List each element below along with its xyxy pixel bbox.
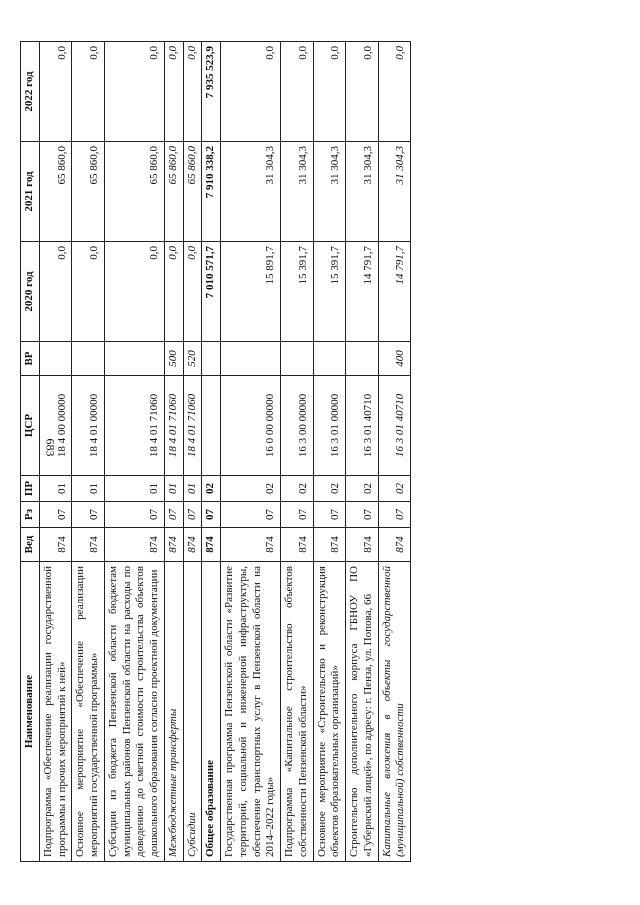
cell-pr: 02 <box>378 476 411 502</box>
cell-rz: 07 <box>313 502 346 528</box>
cell-2020: 0,0 <box>72 242 105 342</box>
cell-2022: 0,0 <box>164 42 183 142</box>
table-row <box>164 42 183 862</box>
table-row <box>221 42 281 862</box>
cell-2021: 31 304,3 <box>281 142 314 242</box>
cell-vr <box>313 342 346 376</box>
cell-2022: 0,0 <box>281 42 314 142</box>
cell-rz: 07 <box>281 502 314 528</box>
cell-ved: 874 <box>202 528 221 562</box>
cell-ved: 874 <box>221 528 281 562</box>
cell-ved: 874 <box>281 528 314 562</box>
table-row <box>281 42 314 862</box>
cell-2022: 0,0 <box>346 42 379 142</box>
table-row <box>72 42 105 862</box>
cell-csr: 18 4 01 00000 <box>72 376 105 476</box>
cell-pr: 01 <box>104 476 164 502</box>
cell-ved: 874 <box>346 528 379 562</box>
cell-ved: 874 <box>378 528 411 562</box>
cell-pr: 02 <box>281 476 314 502</box>
cell-2021: 65 860,0 <box>39 142 72 242</box>
cell-name: Основное мероприятие «Строительство и реконструкция объектов образовательных организаций» <box>313 562 346 862</box>
header-rz: Рз <box>21 502 40 528</box>
cell-pr: 02 <box>346 476 379 502</box>
cell-vr <box>72 342 105 376</box>
cell-name: Субсидии <box>183 562 202 862</box>
cell-vr: 500 <box>164 342 183 376</box>
cell-rz: 07 <box>164 502 183 528</box>
cell-vr: 400 <box>378 342 411 376</box>
header-2021: 2021 год <box>21 142 40 242</box>
cell-name: Строительство дополнительного корпуса ГБНОУ ПО «Губернский лицей», по адресу: г. Пенза, ул. Попова, 66 <box>346 562 379 862</box>
cell-2020: 14 791,7 <box>346 242 379 342</box>
cell-2022: 0,0 <box>221 42 281 142</box>
cell-csr: 18 4 01 71060 <box>183 376 202 476</box>
cell-rz: 07 <box>183 502 202 528</box>
cell-pr: 01 <box>72 476 105 502</box>
table-row <box>39 42 72 862</box>
cell-2022: 0,0 <box>72 42 105 142</box>
cell-csr: 16 3 01 40710 <box>346 376 379 476</box>
cell-rz: 07 <box>346 502 379 528</box>
cell-2021: 31 304,3 <box>346 142 379 242</box>
cell-rz: 07 <box>221 502 281 528</box>
cell-name: Подпрограмма «Капитальное строительство объектов собственности Пензенской области» <box>281 562 314 862</box>
cell-ved: 874 <box>183 528 202 562</box>
cell-2022: 0,0 <box>313 42 346 142</box>
cell-ved: 874 <box>39 528 72 562</box>
cell-vr: 520 <box>183 342 202 376</box>
cell-pr: 02 <box>221 476 281 502</box>
cell-2020: 14 791,7 <box>378 242 411 342</box>
cell-2021: 65 860,0 <box>104 142 164 242</box>
cell-rz: 07 <box>378 502 411 528</box>
table-row <box>313 42 346 862</box>
cell-2020: 0,0 <box>39 242 72 342</box>
table-header-row <box>21 42 40 862</box>
cell-2022: 0,0 <box>183 42 202 142</box>
cell-2022: 7 935 523,9 <box>202 42 221 142</box>
cell-name: Межбюджетные трансферты <box>164 562 183 862</box>
cell-csr: 18 4 01 71060 <box>164 376 183 476</box>
cell-2021: 31 304,3 <box>313 142 346 242</box>
cell-2020: 7 010 571,7 <box>202 242 221 342</box>
cell-csr: 16 3 01 40710 <box>378 376 411 476</box>
table-row <box>202 42 221 862</box>
cell-2022: 0,0 <box>104 42 164 142</box>
cell-2021: 65 860,0 <box>164 142 183 242</box>
table-row <box>183 42 202 862</box>
header-pr: ПР <box>21 476 40 502</box>
cell-pr: 01 <box>39 476 72 502</box>
cell-2022: 0,0 <box>378 42 411 142</box>
cell-2021: 65 860,0 <box>72 142 105 242</box>
cell-rz: 07 <box>104 502 164 528</box>
cell-vr <box>221 342 281 376</box>
rotated-table-container <box>20 42 540 862</box>
cell-2020: 0,0 <box>164 242 183 342</box>
cell-name: Субсидии из бюджета Пензенской области бюджетам муниципальных районов Пензенской области на расходы по доведению до сметной стоимости строительства объектов дошкольного образования согласно проектной документации <box>104 562 164 862</box>
cell-vr <box>104 342 164 376</box>
cell-csr: 16 3 00 00000 <box>281 376 314 476</box>
budget-table <box>20 41 411 862</box>
header-2022: 2022 год <box>21 42 40 142</box>
header-csr: ЦСР <box>21 376 40 476</box>
cell-2021: 31 304,3 <box>378 142 411 242</box>
cell-ved: 874 <box>313 528 346 562</box>
table-row <box>378 42 411 862</box>
cell-vr <box>39 342 72 376</box>
cell-2020: 15 391,7 <box>313 242 346 342</box>
cell-2021: 31 304,3 <box>221 142 281 242</box>
cell-pr: 01 <box>183 476 202 502</box>
cell-pr: 02 <box>313 476 346 502</box>
cell-pr: 01 <box>164 476 183 502</box>
cell-name: Общее образование <box>202 562 221 862</box>
cell-csr: 18 4 01 71060 <box>104 376 164 476</box>
cell-pr: 02 <box>202 476 221 502</box>
cell-2021: 65 860,0 <box>183 142 202 242</box>
cell-rz: 07 <box>202 502 221 528</box>
header-ved: Вед <box>21 528 40 562</box>
cell-ved: 874 <box>104 528 164 562</box>
header-vr: ВР <box>21 342 40 376</box>
cell-ved: 874 <box>72 528 105 562</box>
cell-vr <box>281 342 314 376</box>
cell-csr <box>202 376 221 476</box>
cell-2020: 0,0 <box>104 242 164 342</box>
cell-ved: 874 <box>164 528 183 562</box>
cell-2020: 15 391,7 <box>281 242 314 342</box>
cell-name: Подпрограмма «Обеспечение реализации государственной программы и прочих мероприятий к ней» <box>39 562 72 862</box>
header-name: Наименование <box>21 562 40 862</box>
cell-vr <box>202 342 221 376</box>
cell-name: Капитальные вложения в объекты государственной (муниципальной) собственности <box>378 562 411 862</box>
table-body <box>39 42 410 862</box>
cell-2021: 7 910 338,2 <box>202 142 221 242</box>
cell-2022: 0,0 <box>39 42 72 142</box>
cell-csr: 18 4 00 00000 <box>39 376 72 476</box>
cell-rz: 07 <box>39 502 72 528</box>
table-row <box>104 42 164 862</box>
page-number: 683 <box>43 438 58 457</box>
header-2020: 2020 год <box>21 242 40 342</box>
cell-2020: 0,0 <box>183 242 202 342</box>
cell-csr: 16 0 00 00000 <box>221 376 281 476</box>
table-row <box>346 42 379 862</box>
cell-2020: 15 891,7 <box>221 242 281 342</box>
cell-csr: 16 3 01 00000 <box>313 376 346 476</box>
cell-name: Основное мероприятие «Обеспечение реализации мероприятий государственной программы» <box>72 562 105 862</box>
cell-rz: 07 <box>72 502 105 528</box>
cell-vr <box>346 342 379 376</box>
cell-name: Государственная программа Пензенской области «Развитие территорий, социальной и инженерной инфраструктуры, обеспечение транспортных услуг в Пензенской области на 2014–2022 годы» <box>221 562 281 862</box>
